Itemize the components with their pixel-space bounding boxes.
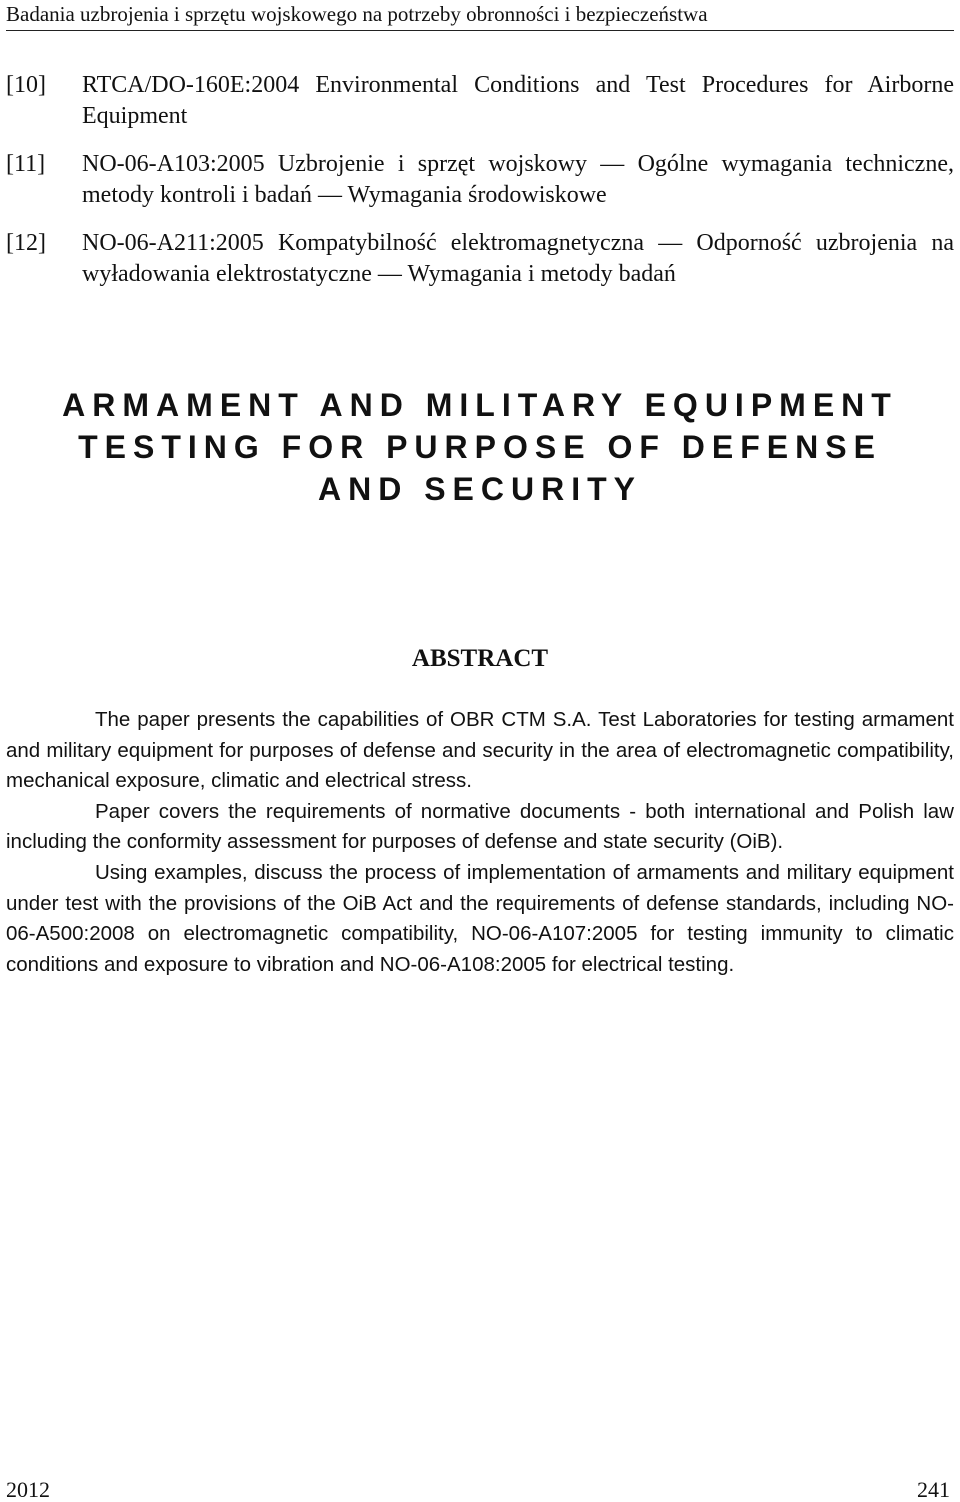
reference-text: NO-06-A103:2005 Uzbrojenie i sprzęt wojskowy — Ogólne wymagania techniczne, metody kontroli i badań — Wymagania środowiskowe [82,151,954,208]
abstract-paragraph: Paper covers the requirements of normative documents - both international and Polish law including the conformity assessment for purposes of defense and state security (OiB). [6,799,954,854]
reference-item [6,70,954,132]
title-line: ARMAMENT AND MILITARY EQUIPMENT [62,387,898,423]
reference-number: [11] [6,151,46,177]
reference-item [6,228,954,290]
reference-text: RTCA/DO-160E:2004 Environmental Conditions and Test Procedures for Airborne Equipment [82,72,954,129]
abstract-paragraph: The paper presents the capabilities of OBR CTM S.A. Test Laboratories for testing armament and military equipment for purposes of defense and security in the area of electromagnetic compatibility, mechanical exposure, climatic and electrical stress. [6,708,954,793]
running-header: Badania uzbrojenia i sprzętu wojskowego na potrzeby obronności i bezpieczeństwa [6,0,954,31]
paper-title [0,384,960,510]
abstract-heading: ABSTRACT [411,645,549,672]
reference-text: NO-06-A211:2005 Kompatybilność elektromagnetyczna — Odporność uzbrojenia na wyładowania elektrostatyczne — Wymagania i metody badań [82,230,954,287]
abstract-body [6,705,954,980]
reference-number: [10] [6,72,46,98]
page-number: 241 [917,1477,950,1502]
title-line: AND SECURITY [317,471,642,507]
footer-year: 2012 [6,1477,50,1502]
reference-list [6,70,954,307]
title-line: TESTING FOR PURPOSE OF DEFENSE [78,429,882,465]
reference-item [6,149,954,211]
reference-number: [12] [6,230,46,256]
abstract-paragraph: Using examples, discuss the process of implementation of armaments and military equipment under test with the provisions of the OiB Act and the requirements of defense standards, including NO-06-A500:2008 on electromagnetic compatibility, NO-06-A107:2005 for testing immunity to climatic conditions and exposure to vibration and NO-06-A108:2005 for electrical testing. [6,860,954,976]
